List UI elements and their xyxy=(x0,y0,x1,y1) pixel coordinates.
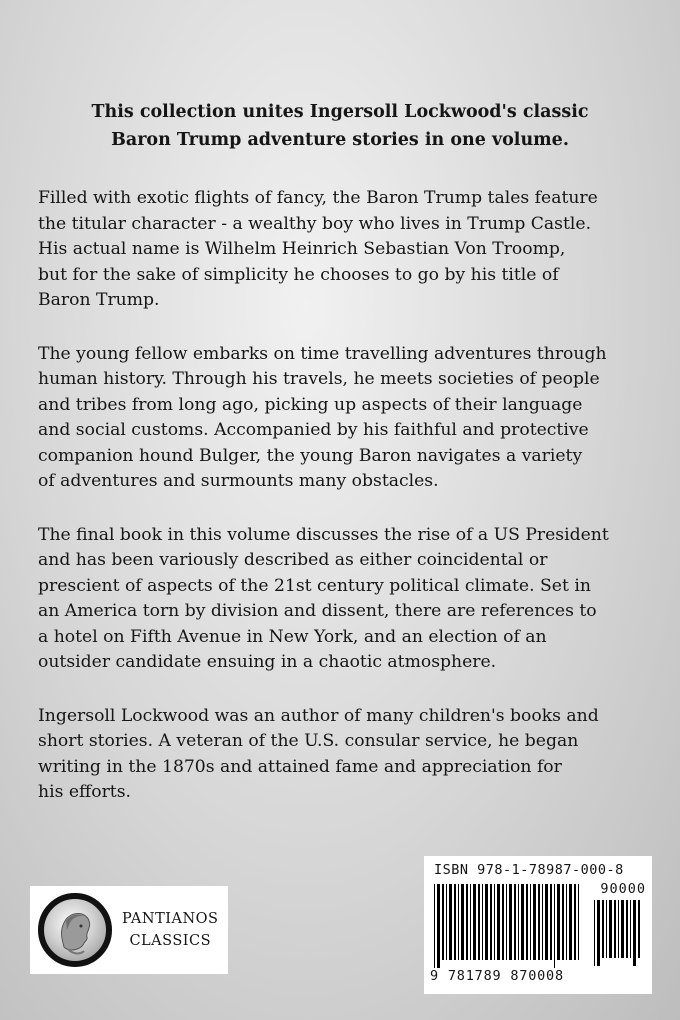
paragraph-line: prescient of aspects of the 21st century political climate. Set in xyxy=(38,575,591,596)
publisher-name-line: CLASSICS xyxy=(129,933,212,949)
paragraph-line: and social customs. Accompanied by his faithful and protective xyxy=(38,420,589,440)
paragraph-line: The young fellow embarks on time travelling adventures through xyxy=(38,343,607,364)
intro-line: This collection unites Ingersoll Lockwood's classic xyxy=(91,102,589,122)
publisher-logo xyxy=(30,886,228,974)
paragraph-line: His actual name is Wilhelm Heinrich Sebastian Von Troomp, xyxy=(38,239,566,259)
paragraph-line: writing in the 1870s and attained fame and appreciation for xyxy=(38,756,562,777)
paragraph-line: and has been variously described as either coincidental or xyxy=(38,550,548,570)
paragraph-line: Baron Trump. xyxy=(38,290,160,310)
publisher-name xyxy=(122,908,218,952)
price-code: 90000 xyxy=(600,881,646,897)
paragraph xyxy=(38,704,678,806)
paragraph-line: outsider candidate ensuing in a chaotic atmosphere. xyxy=(38,652,497,672)
intro-heading xyxy=(40,98,640,154)
paragraph-line: Ingersoll Lockwood was an author of many children's books and xyxy=(38,705,599,726)
publisher-name-line: PANTIANOS xyxy=(122,911,219,927)
paragraph-line: a hotel on Fifth Avenue in New York, and an election of an xyxy=(38,626,547,647)
paragraph xyxy=(38,342,678,495)
paragraph-line: his efforts. xyxy=(38,782,131,802)
paragraph-line: but for the sake of simplicity he chooses to go by his title of xyxy=(38,264,559,285)
paragraph-line: The final book in this volume discusses the rise of a US President xyxy=(38,524,609,545)
paragraph-line: the titular character - a wealthy boy who lives in Trump Castle. xyxy=(38,213,592,234)
addon-barcode-bars xyxy=(592,900,644,966)
ean-digits: 9 781789 870008 xyxy=(430,968,564,984)
paragraph xyxy=(38,523,678,676)
paragraph-line: an America torn by division and dissent, there are references to xyxy=(38,601,597,621)
paragraph-line: short stories. A veteran of the U.S. consular service, he began xyxy=(38,731,579,751)
isbn-barcode xyxy=(424,856,652,994)
isbn-label: ISBN 978-1-78987-000-8 xyxy=(434,862,624,878)
coin-portrait-icon xyxy=(38,893,112,967)
intro-line: Baron Trump adventure stories in one volume. xyxy=(111,130,569,150)
paragraph-line: human history. Through his travels, he meets societies of people xyxy=(38,369,600,389)
paragraph-line: companion hound Bulger, the young Baron navigates a variety xyxy=(38,445,583,466)
ean-barcode-bars xyxy=(432,884,582,968)
paragraph-line: of adventures and surmounts many obstacles. xyxy=(38,471,439,491)
paragraph-line: and tribes from long ago, picking up aspects of their language xyxy=(38,394,583,415)
paragraph-line: Filled with exotic flights of fancy, the Baron Trump tales feature xyxy=(38,188,598,208)
paragraph xyxy=(38,186,678,314)
description xyxy=(38,186,678,834)
